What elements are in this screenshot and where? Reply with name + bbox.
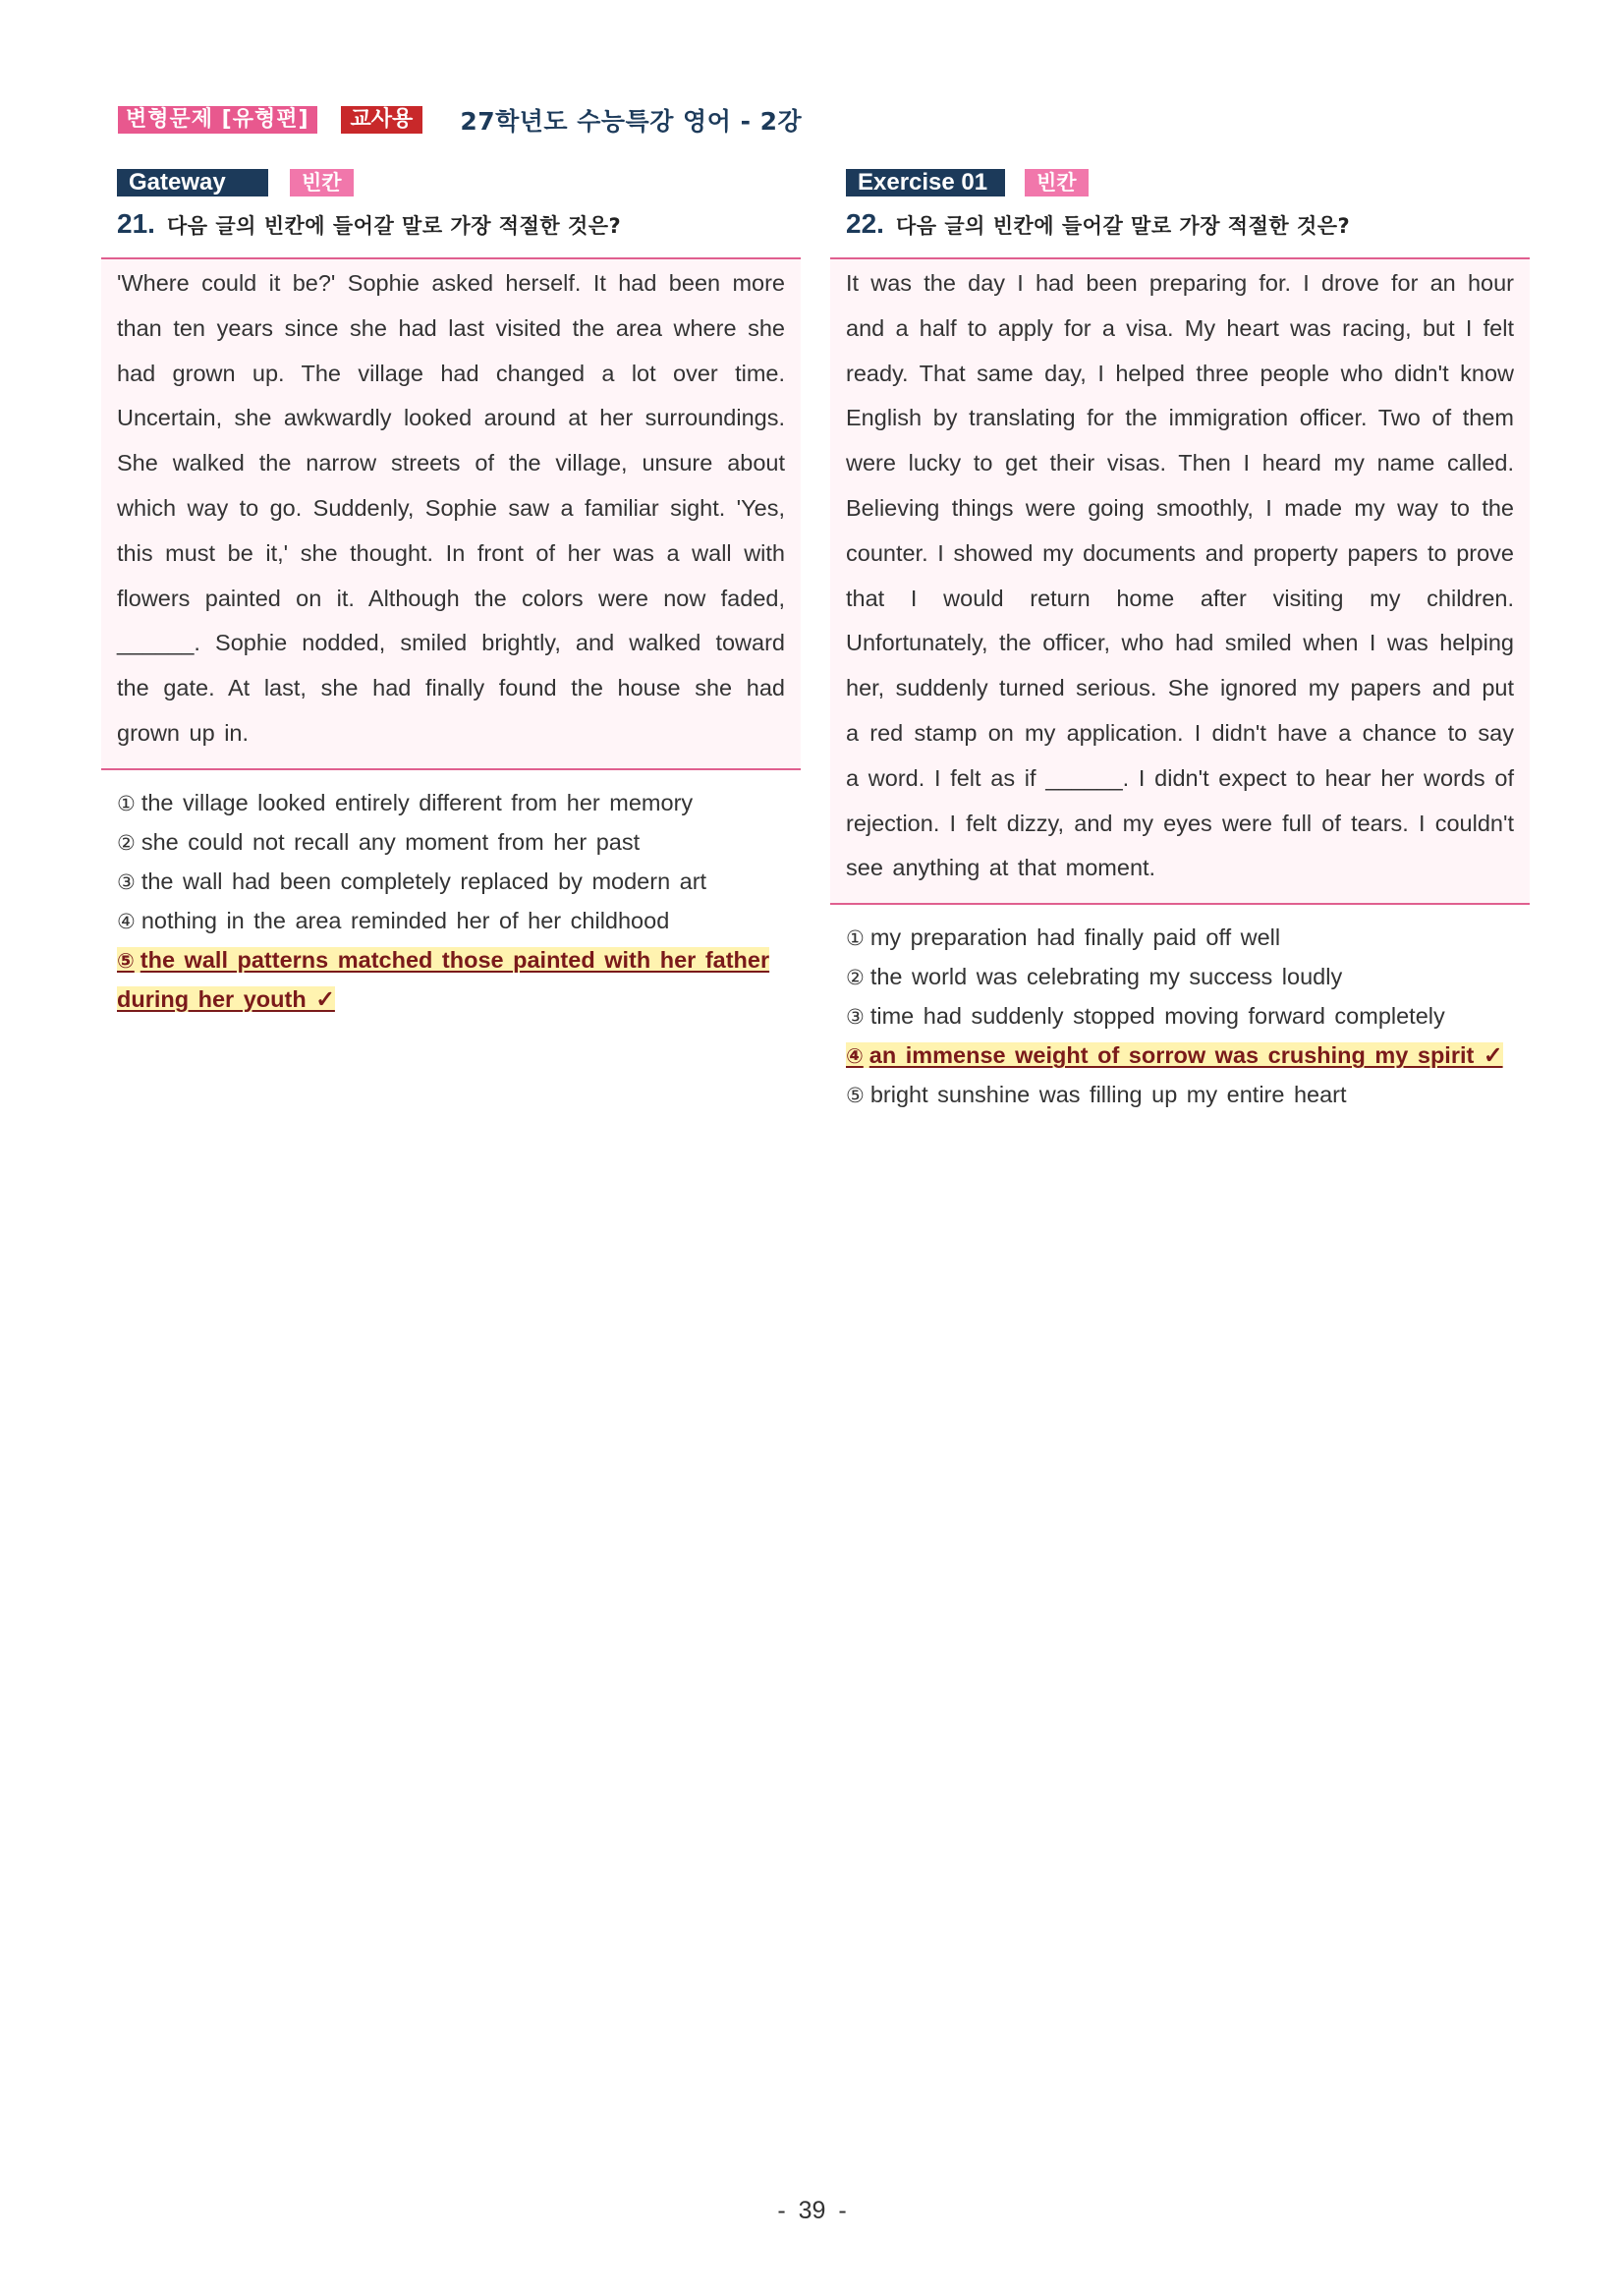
answer-choice[interactable] — [846, 1076, 1530, 1115]
answer-choice[interactable] — [117, 863, 801, 902]
question-prompt: 다음 글의 빈칸에 들어갈 말로 가장 적절한 것은? — [895, 214, 1351, 238]
choice-number: ④ — [117, 909, 136, 933]
question-heading — [117, 208, 801, 240]
choice-number: ③ — [117, 869, 136, 894]
choice-number: ② — [846, 966, 865, 990]
choice-number: ② — [117, 830, 136, 855]
question-number: 22. — [846, 208, 884, 239]
passage: It was the day I had been preparing for. I drove for an hour and a half to apply for a visa. My heart was racing, but I felt ready. That same day, I helped three people who didn't know English by translating for the immigration officer. Two of them were lucky to get their visas. Then I heard my name called. Believing things were going smoothly, I made my way to the counter. I showed my documents and property papers to prove that I would return home after visiting my children. Unfortunately, the officer, who had smiled when I was helping her, suddenly turned serious. She ignored my papers and put a red stamp on my application. I didn't have a chance to say a word. I felt as if ______. I didn't expect to hear her words of rejection. I felt dizzy, and my eyes were full of tears. I couldn't see anything at that moment. — [830, 257, 1530, 905]
choice-text: nothing in the area reminded her of her childhood — [140, 907, 670, 933]
question-heading — [846, 208, 1530, 240]
choice-number: ④ — [846, 1044, 864, 1069]
correct-answer-choice[interactable] — [117, 941, 801, 1019]
question-22-column — [830, 169, 1530, 1115]
page-number: - 39 - — [777, 2197, 847, 2224]
answer-choice[interactable] — [846, 958, 1530, 997]
course-title: 27학년도 수능특강 영어 - 2강 — [460, 107, 803, 136]
page-header — [118, 103, 802, 137]
question-prompt: 다음 글의 빈칸에 들어갈 말로 가장 적절한 것은? — [166, 214, 622, 238]
answer-choice[interactable] — [117, 902, 801, 941]
question-21-column — [101, 169, 801, 1019]
correct-answer-highlight — [846, 1042, 1503, 1068]
section-label: Exercise 01 — [846, 169, 1005, 196]
choice-number: ⑤ — [846, 1084, 865, 1108]
choice-number: ① — [117, 791, 136, 815]
choice-number: ③ — [846, 1005, 865, 1030]
question-type-tag: 빈칸 — [290, 169, 354, 196]
answer-choice[interactable] — [846, 997, 1530, 1036]
section-tags — [846, 169, 1530, 196]
choice-text: time had suddenly stopped moving forward completely — [869, 1003, 1445, 1030]
passage: 'Where could it be?' Sophie asked herself. It had been more than ten years since she had last visited the area where she had grown up. The village had changed a lot over time. Uncertain, she awkwardly looked around at her surroundings. She walked the narrow streets of the village, unsure about which way to go. Suddenly, Sophie saw a familiar sight. 'Yes, this must be it,' she thought. In front of her was a wall with flowers painted on it. Although the colors were now faded, ______. Sophie nodded, smiled brightly, and walked toward the gate. At last, she had finally found the house she had grown up in. — [101, 257, 801, 770]
choice-text: the village looked entirely different from her memory — [140, 789, 694, 815]
choice-number: ① — [846, 926, 865, 951]
section-tags — [117, 169, 801, 196]
choice-text: the wall patterns matched those painted with her father during her youth ✓ — [117, 946, 770, 1012]
choice-text: the world was celebrating my success loudly — [869, 964, 1343, 990]
choice-text: she could not recall any moment from her past — [140, 828, 641, 855]
section-label: Gateway — [117, 169, 268, 196]
answer-choice[interactable] — [117, 784, 801, 823]
answer-choices — [830, 919, 1530, 1115]
answer-choices — [101, 784, 801, 1019]
answer-choice[interactable] — [117, 823, 801, 863]
choice-text: my preparation had finally paid off well — [869, 924, 1281, 951]
audience-tag: 교사용 — [341, 106, 423, 134]
choice-text: the wall had been completely replaced by modern art — [140, 868, 707, 894]
answer-choice[interactable] — [846, 919, 1530, 958]
correct-answer-highlight — [117, 947, 769, 1012]
choice-text: bright sunshine was filling up my entire heart — [869, 1082, 1347, 1108]
problem-type-tag: 변형문제 [유형편] — [118, 106, 317, 134]
choice-text: an immense weight of sorrow was crushing my spirit ✓ — [868, 1042, 1503, 1069]
choice-number: ⑤ — [117, 948, 135, 973]
correct-answer-choice[interactable] — [846, 1036, 1530, 1076]
question-number: 21. — [117, 208, 155, 239]
question-type-tag: 빈칸 — [1025, 169, 1089, 196]
